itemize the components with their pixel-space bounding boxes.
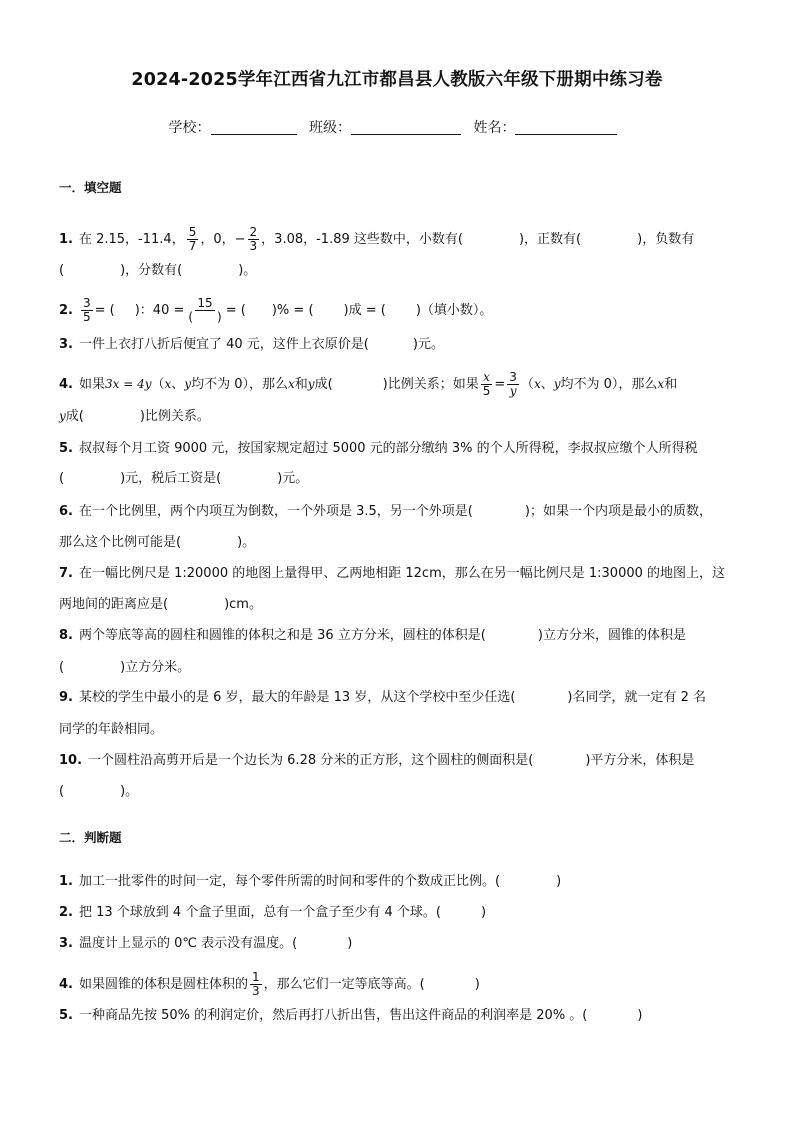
question-number: 2. <box>59 905 73 920</box>
variable-x: x <box>533 377 541 391</box>
question-5-line-1 <box>59 440 742 458</box>
question-text: )立方分米。 <box>120 660 191 675</box>
question-text: 成( <box>65 409 84 424</box>
question-text: )。 <box>238 263 257 278</box>
question-text: )立方分米，圆锥的体积是 <box>537 628 686 643</box>
question-text: 一件上衣打八折后便宜了 40 元，这件上衣原价是( <box>78 337 369 352</box>
question-7-line-1 <box>59 565 742 583</box>
question-text: ) <box>556 874 562 889</box>
minus-sign: − <box>234 232 246 247</box>
question-5-line-2 <box>59 470 742 488</box>
denominator: 3 <box>252 984 260 998</box>
question-text: ) <box>347 936 353 951</box>
question-text: 两地间的距离应是( <box>59 597 169 612</box>
variable-y: y <box>553 377 561 391</box>
denominator-blank[interactable]: ( ) <box>188 310 222 324</box>
class-blank[interactable] <box>351 120 461 135</box>
question-text: )，分数有( <box>120 263 183 278</box>
question-text: )。 <box>120 784 139 799</box>
question-text: （ <box>520 377 534 392</box>
question-text: )% = ( <box>271 303 314 318</box>
question-number: 3. <box>59 337 73 352</box>
question-number: 1. <box>59 232 73 247</box>
judge-question-1 <box>59 873 742 891</box>
question-text: ，0， <box>200 232 235 247</box>
question-number: 7. <box>59 566 73 581</box>
question-text: ( <box>59 660 65 675</box>
question-6-line-2 <box>59 534 742 552</box>
question-text: ) <box>474 977 480 992</box>
question-text: 和 <box>294 377 308 392</box>
student-info-line <box>0 117 794 137</box>
question-text: ( <box>59 263 65 278</box>
question-text: 在一幅比例尺是 1:20000 的地图上量得甲、乙两地相距 12cm，那么在另一幅比例尺是 1:30000 的地图上，这 <box>78 566 726 581</box>
question-text: ) <box>637 1008 643 1023</box>
question-number: 2. <box>59 303 73 318</box>
question-number: 1. <box>59 874 73 889</box>
numerator: 3 <box>82 296 91 310</box>
question-text: )：40 = <box>134 303 185 318</box>
question-text: 一个圆柱沿高剪开后是一个边长为 6.28 分米的正方形，这个圆柱的侧面积是( <box>88 753 534 768</box>
page-title: 2024-2025学年江西省九江市都昌县人教版六年级下册期中练习卷 <box>131 70 663 90</box>
question-10-line-1 <box>59 752 742 770</box>
question-number: 6. <box>59 504 73 519</box>
school-blank[interactable] <box>211 120 297 135</box>
question-text: 那么这个比例可能是( <box>59 535 182 550</box>
question-number: 4. <box>59 977 73 992</box>
question-text: 同学的年龄相同。 <box>59 722 164 737</box>
denominator: y <box>509 384 517 398</box>
numerator: 1 <box>252 970 260 984</box>
class-label: 班级： <box>309 120 351 136</box>
denominator: 7 <box>188 239 197 253</box>
question-text: )；如果一个内项是最小的质数， <box>524 504 712 519</box>
numerator: 3 <box>509 370 517 384</box>
question-text: 加工一批零件的时间一定，每个零件所需的时间和零件的个数成正比例。( <box>78 874 501 889</box>
question-text: )名同学，就一定有 2 名 <box>567 690 707 705</box>
fraction <box>81 297 93 324</box>
question-number: 8. <box>59 628 73 643</box>
question-number: 5. <box>59 1008 73 1023</box>
equation: 3x = 4y <box>105 377 152 391</box>
question-text: )平方分米，体积是 <box>585 753 695 768</box>
question-8-line-1 <box>59 627 742 645</box>
question-3 <box>59 336 742 354</box>
question-text: )比例关系。 <box>139 409 210 424</box>
question-text: 在 2.15，-11.4， <box>78 232 185 247</box>
question-number: 10. <box>59 753 83 768</box>
question-text: 温度计上显示的 0℃ 表示没有温度。( <box>78 936 298 951</box>
judge-question-4 <box>59 971 742 998</box>
question-text: )比例关系；如果 <box>382 377 479 392</box>
question-text: 如果 <box>78 377 105 392</box>
name-label: 姓名： <box>473 120 516 136</box>
question-text: )元。 <box>277 471 309 486</box>
question-text: 某校的学生中最小的是 6 岁，最大的年龄是 13 岁，从这个学校中至少任选( <box>78 690 516 705</box>
numerator: 2 <box>249 225 258 239</box>
question-1-line-1 <box>59 226 742 253</box>
question-1-line-2 <box>59 262 742 280</box>
judge-question-5 <box>59 1007 742 1025</box>
variable-y: y <box>184 377 192 391</box>
variable-y: y <box>307 377 315 391</box>
denominator: 5 <box>82 310 91 324</box>
question-4-line-2 <box>59 407 742 426</box>
question-text: 一种商品先按 50% 的利润定价，然后再打八折出售，售出这件商品的利润率是 20% 。( <box>78 1008 588 1023</box>
question-number: 4. <box>59 377 73 392</box>
fraction <box>481 371 493 398</box>
question-text: 在一个比例里，两个内项互为倒数，一个外项是 3.5，另一个外项是( <box>78 504 473 519</box>
question-text: )cm。 <box>224 597 262 612</box>
question-text: )元。 <box>412 337 444 352</box>
question-text: 把 13 个球放到 4 个盒子里面，总有一个盒子至少有 4 个球。( <box>78 905 441 920</box>
question-number: 5. <box>59 441 73 456</box>
question-text: ) <box>480 905 487 920</box>
denominator: 3 <box>249 239 258 253</box>
question-text: （ <box>151 377 165 392</box>
variable-x: x <box>164 377 172 391</box>
section-heading-true-false: 二．判断题 <box>59 830 122 845</box>
question-text: = ( <box>94 303 115 318</box>
fraction <box>186 297 223 324</box>
question-text: )（填小数）。 <box>415 303 493 318</box>
judge-question-3 <box>59 935 742 953</box>
fraction <box>248 226 260 253</box>
variable-x: x <box>657 377 665 391</box>
question-10-line-2 <box>59 783 742 801</box>
question-text: 和 <box>664 377 678 392</box>
question-4-line-1 <box>59 371 742 398</box>
question-text: ，那么它们一定等底等高。( <box>263 977 425 992</box>
fraction <box>250 971 262 998</box>
question-text: ( <box>59 784 65 799</box>
numerator: x <box>483 370 490 384</box>
denominator: 5 <box>482 384 491 398</box>
question-text: )。 <box>237 535 256 550</box>
separator: 、 <box>171 377 185 392</box>
variable-y: y <box>59 409 66 423</box>
question-text: = ( <box>225 303 246 318</box>
equals-sign: = <box>494 377 506 392</box>
numerator: 15 <box>197 296 213 310</box>
fraction <box>187 226 199 253</box>
variable-x: x <box>288 377 295 391</box>
judge-question-2 <box>59 904 742 922</box>
question-8-line-2 <box>59 659 742 677</box>
question-text: 均不为 0），那么 <box>191 377 288 392</box>
question-text: 均不为 0），那么 <box>560 377 658 392</box>
question-text: 叔叔每个月工资 9000 元，按国家规定超过 5000 元的部分缴纳 3% 的个人所得税，李叔叔应缴个人所得税 <box>78 441 698 456</box>
question-text: ( <box>59 471 65 486</box>
question-text: 两个等底等高的圆柱和圆锥的体积之和是 36 立方分米，圆柱的体积是( <box>78 628 486 643</box>
name-blank[interactable] <box>515 120 617 135</box>
numerator: 5 <box>188 225 197 239</box>
fraction <box>507 371 519 398</box>
question-6-line-1 <box>59 503 742 521</box>
question-9-line-1 <box>59 689 742 707</box>
question-text: 成( <box>314 377 333 392</box>
school-label: 学校： <box>168 120 211 136</box>
question-text: )，正数有( <box>518 232 582 247</box>
question-number: 3. <box>59 936 73 951</box>
question-9-line-2 <box>59 721 742 739</box>
question-text: )成 = ( <box>343 303 386 318</box>
section-heading-fill-in: 一．填空题 <box>59 180 122 195</box>
question-number: 9. <box>59 690 73 705</box>
question-2 <box>59 297 742 324</box>
question-text: ，3.08，-1.89 这些数中，小数有( <box>261 232 463 247</box>
question-text: )，负数有 <box>637 232 695 247</box>
question-text: 如果圆锥的体积是圆柱体积的 <box>78 977 248 992</box>
question-text: )元，税后工资是( <box>120 471 222 486</box>
question-7-line-2 <box>59 596 742 614</box>
separator: 、 <box>540 377 554 392</box>
